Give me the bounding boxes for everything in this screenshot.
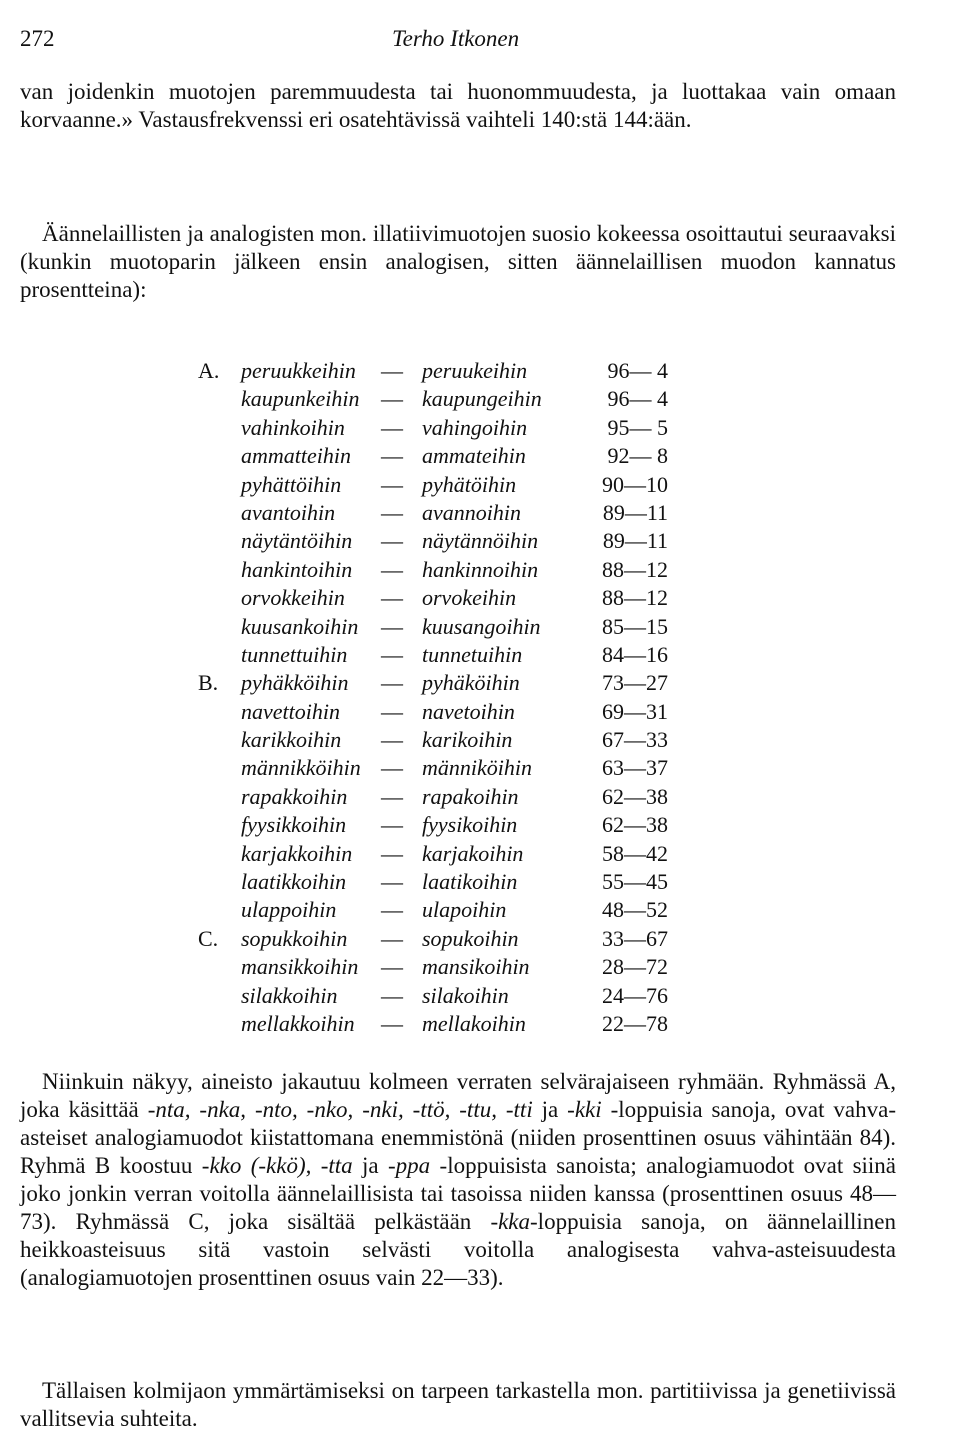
analogical-form: kaupunkeihin [241, 386, 360, 412]
table-row [198, 385, 718, 413]
table-row [198, 584, 718, 612]
percentage-split: 63—37 [602, 755, 668, 781]
percentage-split: 24—76 [602, 982, 668, 1008]
percentage-split: 92— 8 [607, 443, 668, 469]
percentage-split: 96— 4 [607, 358, 668, 383]
dash-separator: — [381, 641, 403, 667]
phonological-form: laatikoihin [422, 869, 518, 895]
percentage-split: 69—31 [602, 698, 668, 724]
percentage-split: 28—72 [602, 954, 668, 980]
dash-separator: — [381, 499, 403, 525]
phonological-form: orvokeihin [422, 585, 517, 611]
text-segment: ja [532, 1097, 568, 1122]
percentage-split: 85—15 [602, 613, 668, 639]
phonological-form: karjakoihin [422, 840, 524, 866]
analogical-form: silakkoihin [241, 982, 338, 1008]
phonological-form: ulapoihin [422, 897, 507, 923]
percentage-split: 22—78 [602, 1010, 668, 1036]
table-row [198, 499, 718, 527]
text-segment: Niinkuin näkyy, aineisto jakautuu kolmeen verraten selvärajaiseen ryhmään. Ryhmässä A, joka käsittää [20, 1069, 896, 1122]
analogical-form: rapakkoihin [241, 783, 348, 809]
percentage-split: 55—45 [602, 869, 668, 895]
dash-separator: — [381, 358, 403, 383]
dash-separator: — [381, 386, 403, 412]
dash-separator: — [381, 925, 403, 951]
table-row [198, 754, 718, 782]
table-row [198, 613, 718, 641]
percentage-split: 88—12 [602, 585, 668, 611]
dash-separator: — [381, 727, 403, 753]
page-number: 272 [20, 26, 55, 51]
phonological-form: näytännöihin [422, 528, 539, 554]
dash-separator: — [381, 443, 403, 469]
percentage-split: 96— 4 [607, 386, 668, 412]
dash-separator: — [381, 556, 403, 582]
table-row [198, 726, 718, 754]
table-row [198, 556, 718, 584]
dash-separator: — [381, 840, 403, 866]
table-row [198, 471, 718, 499]
phonological-form: sopukoihin [422, 925, 519, 951]
analogical-form: fyysikkoihin [241, 812, 347, 838]
percentage-split: 84—16 [602, 641, 668, 667]
suffix-italic: -kko (-kkö), -tta [201, 1153, 353, 1178]
suffix-italic: -kki [567, 1097, 602, 1122]
dash-separator: — [381, 897, 403, 923]
dash-separator: — [381, 812, 403, 838]
running-title: Terho Itkonen [392, 26, 520, 51]
percentage-split: 48—52 [602, 897, 668, 923]
analogical-form: näytäntöihin [241, 528, 353, 554]
phonological-form: rapakoihin [422, 783, 519, 809]
analogical-form: peruukkeihin [241, 358, 356, 383]
dash-separator: — [381, 528, 403, 554]
phonological-form: avannoihin [422, 499, 521, 525]
table-row [198, 811, 718, 839]
analogical-form: navettoihin [241, 698, 340, 724]
dash-separator: — [381, 755, 403, 781]
dash-separator: — [381, 698, 403, 724]
paragraph-intro: van joidenkin muotojen paremmuudesta tai huonommuudesta, ja luottakaa vain omaan korvaanne.» Vastausfrekvenssi eri osatehtävissä vaihteli 140:stä 144:ään. [20, 79, 896, 132]
analogical-form: pyhättöihin [241, 471, 342, 497]
phonological-form: silakoihin [422, 982, 509, 1008]
analogical-form: orvokkeihin [241, 585, 345, 611]
table-row [198, 953, 718, 981]
analogical-form: mansikkoihin [241, 954, 359, 980]
phonological-form: mansikoihin [422, 954, 530, 980]
dash-separator: — [381, 869, 403, 895]
paragraph-discussion [20, 1068, 896, 1292]
analogical-form: karjakkoihin [241, 840, 353, 866]
analogical-form: ulappoihin [241, 897, 337, 923]
phonological-form: vahingoihin [422, 414, 528, 440]
phonological-form: tunnetuihin [422, 641, 523, 667]
page-header [20, 26, 940, 60]
analogical-form: pyhäkköihin [241, 670, 349, 696]
illative-forms-table [198, 357, 718, 1038]
percentage-split: 33—67 [602, 925, 668, 951]
dash-separator: — [381, 783, 403, 809]
percentage-split: 89—11 [602, 528, 668, 554]
group-label: C. [198, 925, 219, 951]
analogical-form: sopukkoihin [241, 925, 348, 951]
table-row [198, 925, 718, 953]
phonological-form: kuusangoihin [422, 613, 541, 639]
phonological-form: kaupungeihin [422, 386, 542, 412]
suffix-italic: -kka [490, 1209, 531, 1234]
text-segment: -loppuisia sanoja, on äännelaillinen heikkoasteisuus sitä vastoin selvästi voitolla analogisesta vahva-asteisuudesta (analogiamuotojen prosenttinen osuus vain 22—33). [20, 1209, 896, 1290]
phonological-form: männiköihin [422, 755, 532, 781]
paragraph-results-intro: Äännelaillisten ja analogisten mon. illatiivimuotojen suosio kokeessa osoittautui seuraavaksi (kunkin muotoparin jälkeen ensin analogisen, sitten äännelaillisen muodon kannatus prosentteina): [20, 221, 896, 302]
analogical-form: mellakkoihin [241, 1010, 355, 1036]
dash-separator: — [381, 954, 403, 980]
phonological-form: peruukeihin [422, 358, 528, 383]
group-label: B. [198, 670, 219, 696]
table-row [198, 783, 718, 811]
phonological-form: fyysikoihin [422, 812, 518, 838]
analogical-form: kuusankoihin [241, 613, 359, 639]
percentage-split: 67—33 [602, 727, 668, 753]
phonological-form: hankinnoihin [422, 556, 539, 582]
table-row [198, 641, 718, 669]
group-label: A. [198, 358, 220, 383]
table-row [198, 442, 718, 470]
suffix-italic: -ppa [388, 1153, 431, 1178]
text-segment: -loppuisista sanoista; analogiamuodot ovat siinä joko jonkin verran voitolla äännelaillisista tai tasoissa niiden kanssa (prosenttinen osuus 48—73). Ryhmässä C, joka sisältää pelkästään [20, 1153, 897, 1234]
phonological-form: navetoihin [422, 698, 515, 724]
table-row [198, 527, 718, 555]
percentage-split: 62—38 [602, 812, 668, 838]
table-row [198, 698, 718, 726]
analogical-form: vahinkoihin [241, 414, 345, 440]
table-row [198, 868, 718, 896]
phonological-form: karikoihin [422, 727, 513, 753]
dash-separator: — [381, 414, 403, 440]
text-segment: -loppuisia sanoja, ovat vahva-asteiset analogiamuodot kiistattomana enemmistönä (niiden prosenttinen osuus vähintään 84). Ryhmä B koostuu [20, 1097, 896, 1178]
phonological-form: mellakoihin [422, 1010, 526, 1036]
percentage-split: 95— 5 [607, 414, 668, 440]
table-row [198, 896, 718, 924]
percentage-split: 89—11 [602, 499, 668, 525]
dash-separator: — [381, 670, 403, 696]
table-row [198, 357, 718, 385]
percentage-split: 58—42 [602, 840, 668, 866]
paragraph-conclusion: Tällaisen kolmijaon ymmärtämiseksi on tarpeen tarkastella mon. partitiivissa ja genetiivissä vallitsevia suhteita. [20, 1378, 896, 1431]
table-row [198, 982, 718, 1010]
dash-separator: — [381, 1010, 403, 1036]
dash-separator: — [381, 613, 403, 639]
phonological-form: pyhäköihin [422, 670, 520, 696]
percentage-split: 90—10 [602, 471, 668, 497]
analogical-form: avantoihin [241, 499, 336, 525]
percentage-split: 88—12 [602, 556, 668, 582]
dash-separator: — [381, 982, 403, 1008]
analogical-form: tunnettuihin [241, 641, 348, 667]
percentage-split: 62—38 [602, 783, 668, 809]
table-row [198, 669, 718, 697]
analogical-form: laatikkoihin [241, 869, 347, 895]
table-row [198, 414, 718, 442]
table-row [198, 1010, 718, 1038]
dash-separator: — [381, 471, 403, 497]
analogical-form: hankintoihin [241, 556, 353, 582]
dash-separator: — [381, 585, 403, 611]
phonological-form: pyhätöihin [422, 471, 517, 497]
phonological-form: ammateihin [422, 443, 526, 469]
percentage-split: 73—27 [602, 670, 668, 696]
analogical-form: karikkoihin [241, 727, 342, 753]
text-segment: ja [352, 1153, 388, 1178]
analogical-form: ammatteihin [241, 443, 351, 469]
table-row [198, 840, 718, 868]
suffix-italic: -nta, -nka, -nto, -nko, -nki, -ttö, -ttu, -tti [147, 1097, 533, 1122]
analogical-form: männikköihin [241, 755, 361, 781]
